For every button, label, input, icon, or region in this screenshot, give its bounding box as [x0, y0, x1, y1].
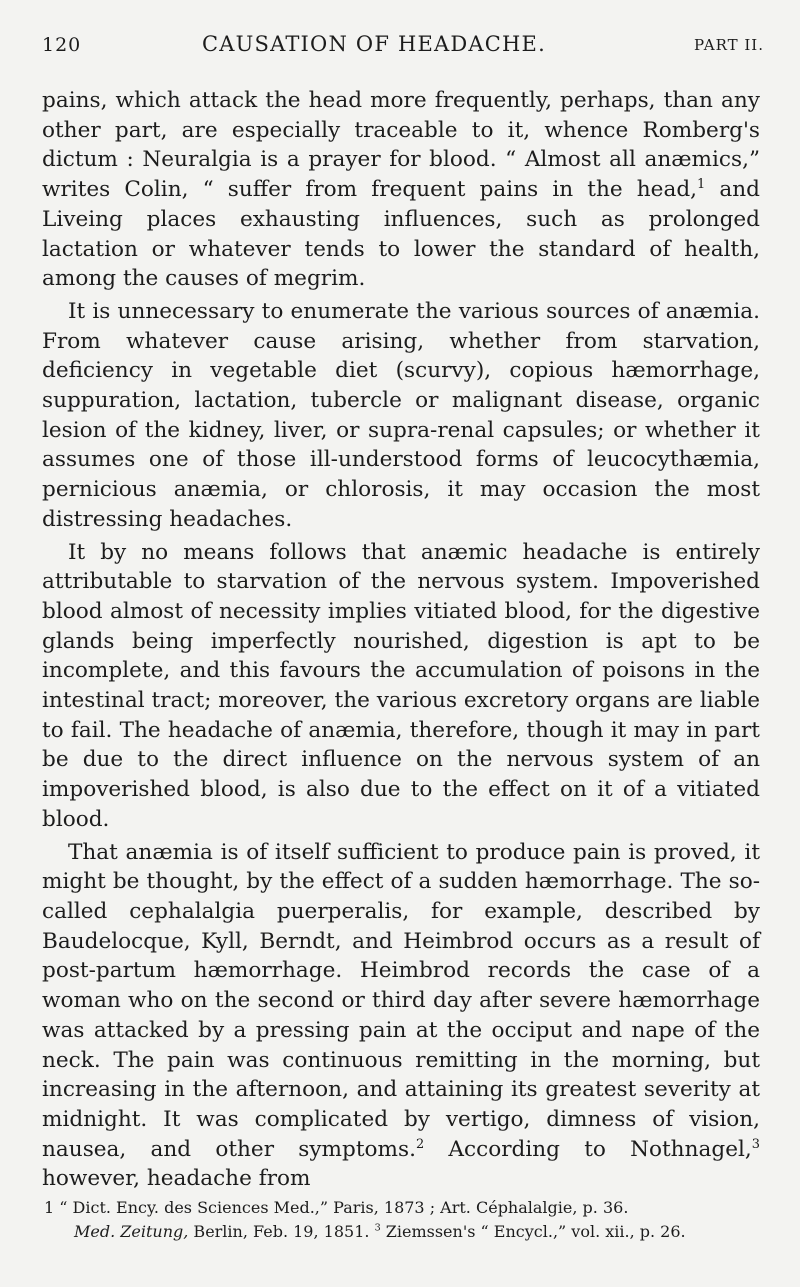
footnote-1-text: “ Dict. Ency. des Sciences Med.,” Paris, 1873 ; Art. Céphalalgie, p. 36.	[54, 1198, 629, 1217]
paragraph-2: It is unnecessary to enumerate the various sources of anæmia. From whatever cause arising, whether from starvation, deficiency in vegetable diet (scurvy), copious hæmorrhage, suppuration, lactation, tubercle or malignant disease, organic lesion of the kidney, liver, or supra-renal capsules; or whether it assumes one of those ill-understood forms of leucocythæmia, pernicious anæmia, or chlorosis, it may occasion the most distressing headaches.	[42, 298, 760, 532]
footnote-ref-2: 2	[415, 1136, 425, 1152]
footnote-1-mark: 1	[44, 1198, 55, 1217]
page-number: 120	[42, 34, 82, 56]
footnote-2-journal: Med. Zeitung,	[74, 1222, 189, 1241]
footnote-ref-3: 3	[751, 1136, 760, 1152]
body-text	[42, 86, 760, 1194]
footnote-ref-1: 1	[697, 176, 706, 192]
footnote-2-3	[74, 1220, 760, 1244]
paragraph-4-text-b: According to Nothnagel,	[424, 1136, 752, 1162]
footnote-3-mark: 3	[374, 1222, 381, 1234]
part-label: PART II.	[694, 36, 764, 54]
paragraph-4	[42, 838, 760, 1194]
footnote-2-text: Berlin, Feb. 19, 1851.	[188, 1222, 370, 1241]
paragraph-4-text-c: however, headache from	[42, 1166, 311, 1192]
paragraph-4-text-a: That anæmia is of itself sufficient to produce pain is proved, it might be thought, by the effect of a sudden hæmorrhage. The so-called cephalalgia puerperalis, for example, described by Baudelocque, Kyll, Berndt, and Heimbrod occurs as a result of post-partum hæmorrhage. Heimbrod records the case of a woman who on the second or third day after severe hæmorrhage was attacked by a pressing pain at the occiput and nape of the neck. The pain was continuous remitting in the morning, but increasing in the afternoon, and attaining its greatest severity at midnight. It was complicated by vertigo, dimness of vision, nausea, and other symptoms.	[42, 839, 760, 1162]
footnote-3-text: Ziemssen's “ Encycl.,” vol. xii., p. 26.	[380, 1222, 686, 1241]
paragraph-1-text-a: pains, which attack the head more frequently, perhaps, than any other part, are especially traceable to it, whence Romberg's dictum : Neuralgia is a prayer for blood. “ Almost all anæmics,” writes Colin, “ suffer from frequent pains in the head,	[42, 88, 760, 203]
paragraph-1-text-b: and Liveing places exhausting influences, such as prolonged lactation or whatever tends to lower the standard of health, among the causes of megrim.	[42, 177, 761, 292]
running-header	[42, 30, 764, 62]
footnotes	[44, 1196, 760, 1244]
footnote-1	[44, 1196, 760, 1220]
paragraph-1	[42, 86, 760, 294]
paragraph-3: It by no means follows that anæmic headache is entirely attributable to starvation of the nervous system. Impoverished blood almost of necessity implies vitiated blood, for the digestive glands being imperfectly nourished, digestion is apt to be incomplete, and this favours the accumulation of poisons in the intestinal tract; moreover, the various excretory organs are liable to fail. The headache of anæmia, therefore, though it may in part be due to the direct influence on the nervous system of an impoverished blood, is also due to the effect on it of a vitiated blood.	[42, 539, 761, 832]
running-title: CAUSATION OF HEADACHE.	[202, 32, 546, 56]
